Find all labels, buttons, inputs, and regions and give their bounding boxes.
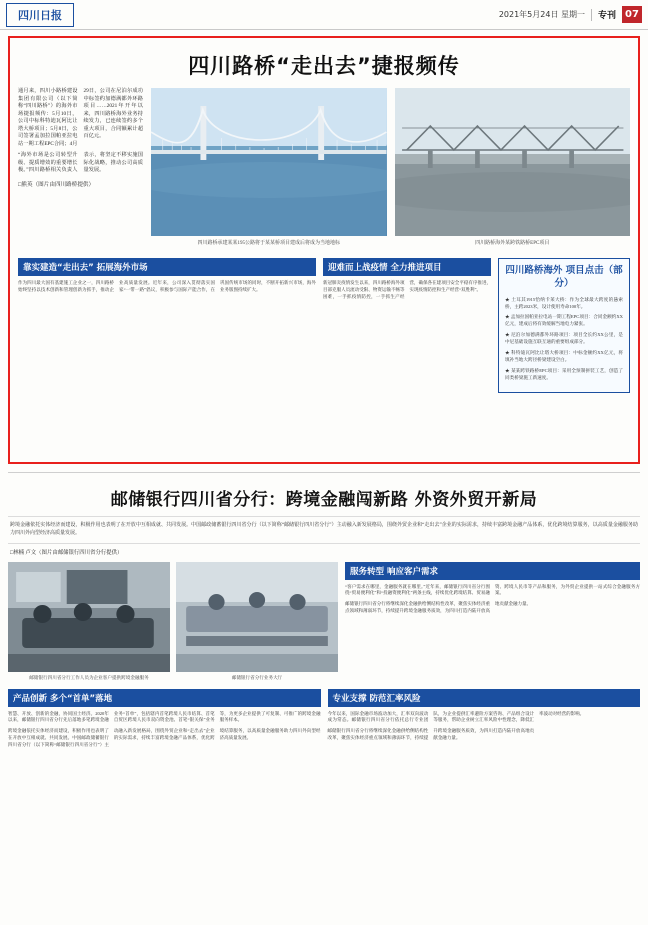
article2-section-3 [328, 689, 641, 749]
newspaper-logo: 四川日报 [6, 3, 74, 27]
article1-lead-extra: “海外市场是公司转型升级、提质增效的重要增长极。”四川路桥相关负责人表示，将坚定不移实施国际化战略，推动公司高质量发展。 [18, 152, 143, 174]
railway-bridge-photo [395, 88, 631, 236]
section-divider [8, 472, 640, 473]
article1-headline: 四川路桥“走出去”捷报频传 [188, 54, 460, 78]
list-item: ★ 孟加拉国帕亚拉电站一期工程EPC项目：合同金额约XX亿元，建成后将有效缓解当地电力紧张。 [505, 314, 623, 327]
article1-photo1-wrap [151, 88, 387, 248]
masthead [0, 0, 648, 30]
list-item: ★ 科特迪瓦阿比让塔大桥项目：中标金额约XX亿元，将填补当地大跨径桥梁建设空白。 [505, 349, 623, 362]
bank-hall-illustration [176, 562, 338, 672]
section-label: 专刊 [597, 11, 616, 21]
divider [591, 9, 592, 21]
bottom-article [8, 481, 640, 754]
article2-bottom-columns [8, 689, 640, 749]
section-heading-4: 产品创新 多个“首单”落地 [8, 689, 321, 707]
masthead-right [499, 6, 642, 23]
article2-section-2 [8, 689, 321, 749]
article2-byline: □林楠 卢文（图片由邮储银行四川省分行提供） [10, 549, 123, 556]
footer-space [8, 748, 640, 754]
article1-photo2-wrap [395, 88, 631, 248]
section-body-4: 智慧、开放、创新的金融，协同国土经济。2020年以来，邮储银行四川省分行先后落地多笔跨境金融业务“首单”，包括辖内首笔跨境人民币结算、首笔自贸区跨境人民币双向资金池、首笔“银关保”业务等，为更多企业提供了可复制、可推广的跨境金融服务样本。 [8, 710, 321, 723]
section-heading-5: 专业支撑 防范汇率风险 [328, 689, 641, 707]
section-body-4-cont: 跨境金融依托实体经济而建设，积极作用也表明了在开放中互相成就、共同发展。中国邮政储蓄银行四川省分行（以下简称“邮储银行四川省分行”）主动融入新发展格局，围绕外贸企业和“走出去”企业的实际需求，持续丰富跨境金融产品体系，优化跨境结算服务，以高质量金融服务助力四川外向型经济高质量发展。 [8, 728, 321, 747]
article2-headline: 邮储银行四川省分行：跨境金融闯新路 外资外贸开新局 [110, 490, 538, 510]
section-heading-2: 迎难而上战疫情 全力推进项目 [323, 258, 491, 276]
article2-middle-row [8, 562, 640, 681]
article1-sub-columns [18, 258, 630, 393]
section-body-3-cont: 邮储银行四川省分行将继续深化金融供给侧结构性改革，聚焦实体经济重点领域和薄弱环节，持续提升跨境金融服务质效，为四川打造内陆开放高地贡献金融力量。 [345, 601, 531, 613]
meeting-room-illustration [8, 562, 170, 672]
list-item: ★ 某某跨铁路桥EPC项目：采用全预制拼装工艺，创造了同类桥梁施工新速度。 [505, 367, 623, 380]
article1-section-1 [18, 258, 316, 393]
article1-lead-row [18, 88, 630, 248]
section-body-2: 新冠肺炎疫情发生以来，四川路桥海外项目部克服人员流动受限、物资运输不畅等困难，一手抓疫情防控，一手抓生产经营，确保各在建项目安全平稳有序推进，实现疫情防控和生产经营“双胜利”。 [323, 280, 491, 299]
page-number-badge: 07 [622, 6, 642, 23]
photo-pair [8, 562, 338, 681]
list-item: ★ 土耳其1915恰纳卡莱大桥：作为全球最大跨度的悬索桥，主跨2023米，设计使用寿命100年。 [505, 296, 623, 309]
publication-date: 2021年5月24日 星期一 [498, 10, 585, 19]
article1-section-2 [323, 258, 491, 393]
office-meeting-photo [8, 562, 170, 672]
photo4-caption: 邮储银行省分行业务大厅 [231, 674, 283, 680]
section-heading-3: 服务转型 响应客户需求 [345, 562, 640, 580]
suspension-bridge-illustration [151, 88, 387, 236]
article2-photos [8, 562, 338, 681]
section-body-1: 作为四川最大国有基建施工企业之一，四川路桥始终坚持以技术创新和管理创新为抓手，推动企业高质量发展。近年来，公司深入贯彻落实国家“一带一路”倡议，积极参与国际产能合作，在巩固传统市场的同时，不断开拓新兴市场，海外业务版图持续扩大。 [18, 280, 316, 292]
section-heading-1: 靠实建造“走出去” 拓展海外市场 [18, 258, 316, 276]
section-body-5: 今年以来，国际金融市场波动加大，汇率双向波动成为常态。邮储银行四川省分行依托总行专业团队，为企业提供汇率避险方案咨询、产品组合设计等服务，帮助企业树立汇率风险中性理念，降低汇率波动对经营的影响。 [327, 710, 585, 723]
article1-lead: 通月来，四川小路桥建设集团有限公司（以下简称“四川路桥”）的海外市场捷报频传：5月10日，公司中标科特迪瓦阿比让塔大桥项目；5月8日，公司签署孟加拉国帕亚拉电站一期工程EPC合同；4月29日，公司在尼泊尔成功中标签约加德满都外环路项目……2021年开年以来，四川路桥海外业务持续发力，已连续签约多个重大项目，合同额累计超百亿元。 [18, 88, 143, 147]
photo2-caption: 四川路桥海外某跨铁路桥EPC项目 [475, 241, 550, 246]
bank-hall-photo [176, 562, 338, 672]
bridge-photo [151, 88, 387, 236]
top-article [8, 36, 640, 464]
photo3-caption: 邮储银行四川省分行工作人员为企业客户提供跨境金融服务 [29, 674, 149, 680]
article1-byline: □熊英（图片由四川路桥提供） [18, 181, 95, 188]
sidebar-title: 四川路桥海外 项目点击（部分） [505, 265, 623, 289]
sidebar-overseas-projects [498, 258, 630, 393]
photo1-caption: 四川路桥承建某某195公路将于某某桥项目建成后将成为当地地标 [197, 241, 340, 246]
article1-lead-col [18, 88, 143, 248]
section-body-5-cont: 邮储银行四川省分行将继续深化金融供给侧结构性改革，聚焦实体经济重点领域和薄弱环节，持续提升跨境金融服务质效，为四川打造内陆开放高地贡献金融力量。 [327, 728, 535, 740]
section-body-3: “客户需求在哪里，金融服务就在哪里。”近年来，邮储银行四川省分行围绕“贸易便利化”和“投融资便利化”两条主线，持续优化跨境结算、贸易融资、跨境人民币等产品和服务，为外贸企业提供一站式综合金融服务方案。 [345, 583, 640, 596]
article2-section-1 [345, 562, 640, 681]
truss-bridge-illustration [395, 88, 631, 236]
article2-lead: 跨境金融依托实体经济而建设，积极作用也表明了在开放中互相成就、共同发展。中国邮政储蓄银行四川省分行（以下简称“邮储银行四川省分行”）主动融入新发展格局，围绕外贸企业和“走出去”企业的实际需求，持续丰富跨境金融产品体系，优化跨境结算服务，以高质量金融服务助力四川外向型经济高质量发展。 [8, 516, 640, 544]
photo4-wrap [176, 562, 338, 681]
list-item: ★ 尼泊尔加德满都外环路项目：项目全长约XX公里，是中尼基础设施互联互通的重要组成部分。 [505, 332, 623, 345]
photo3-wrap [8, 562, 170, 681]
